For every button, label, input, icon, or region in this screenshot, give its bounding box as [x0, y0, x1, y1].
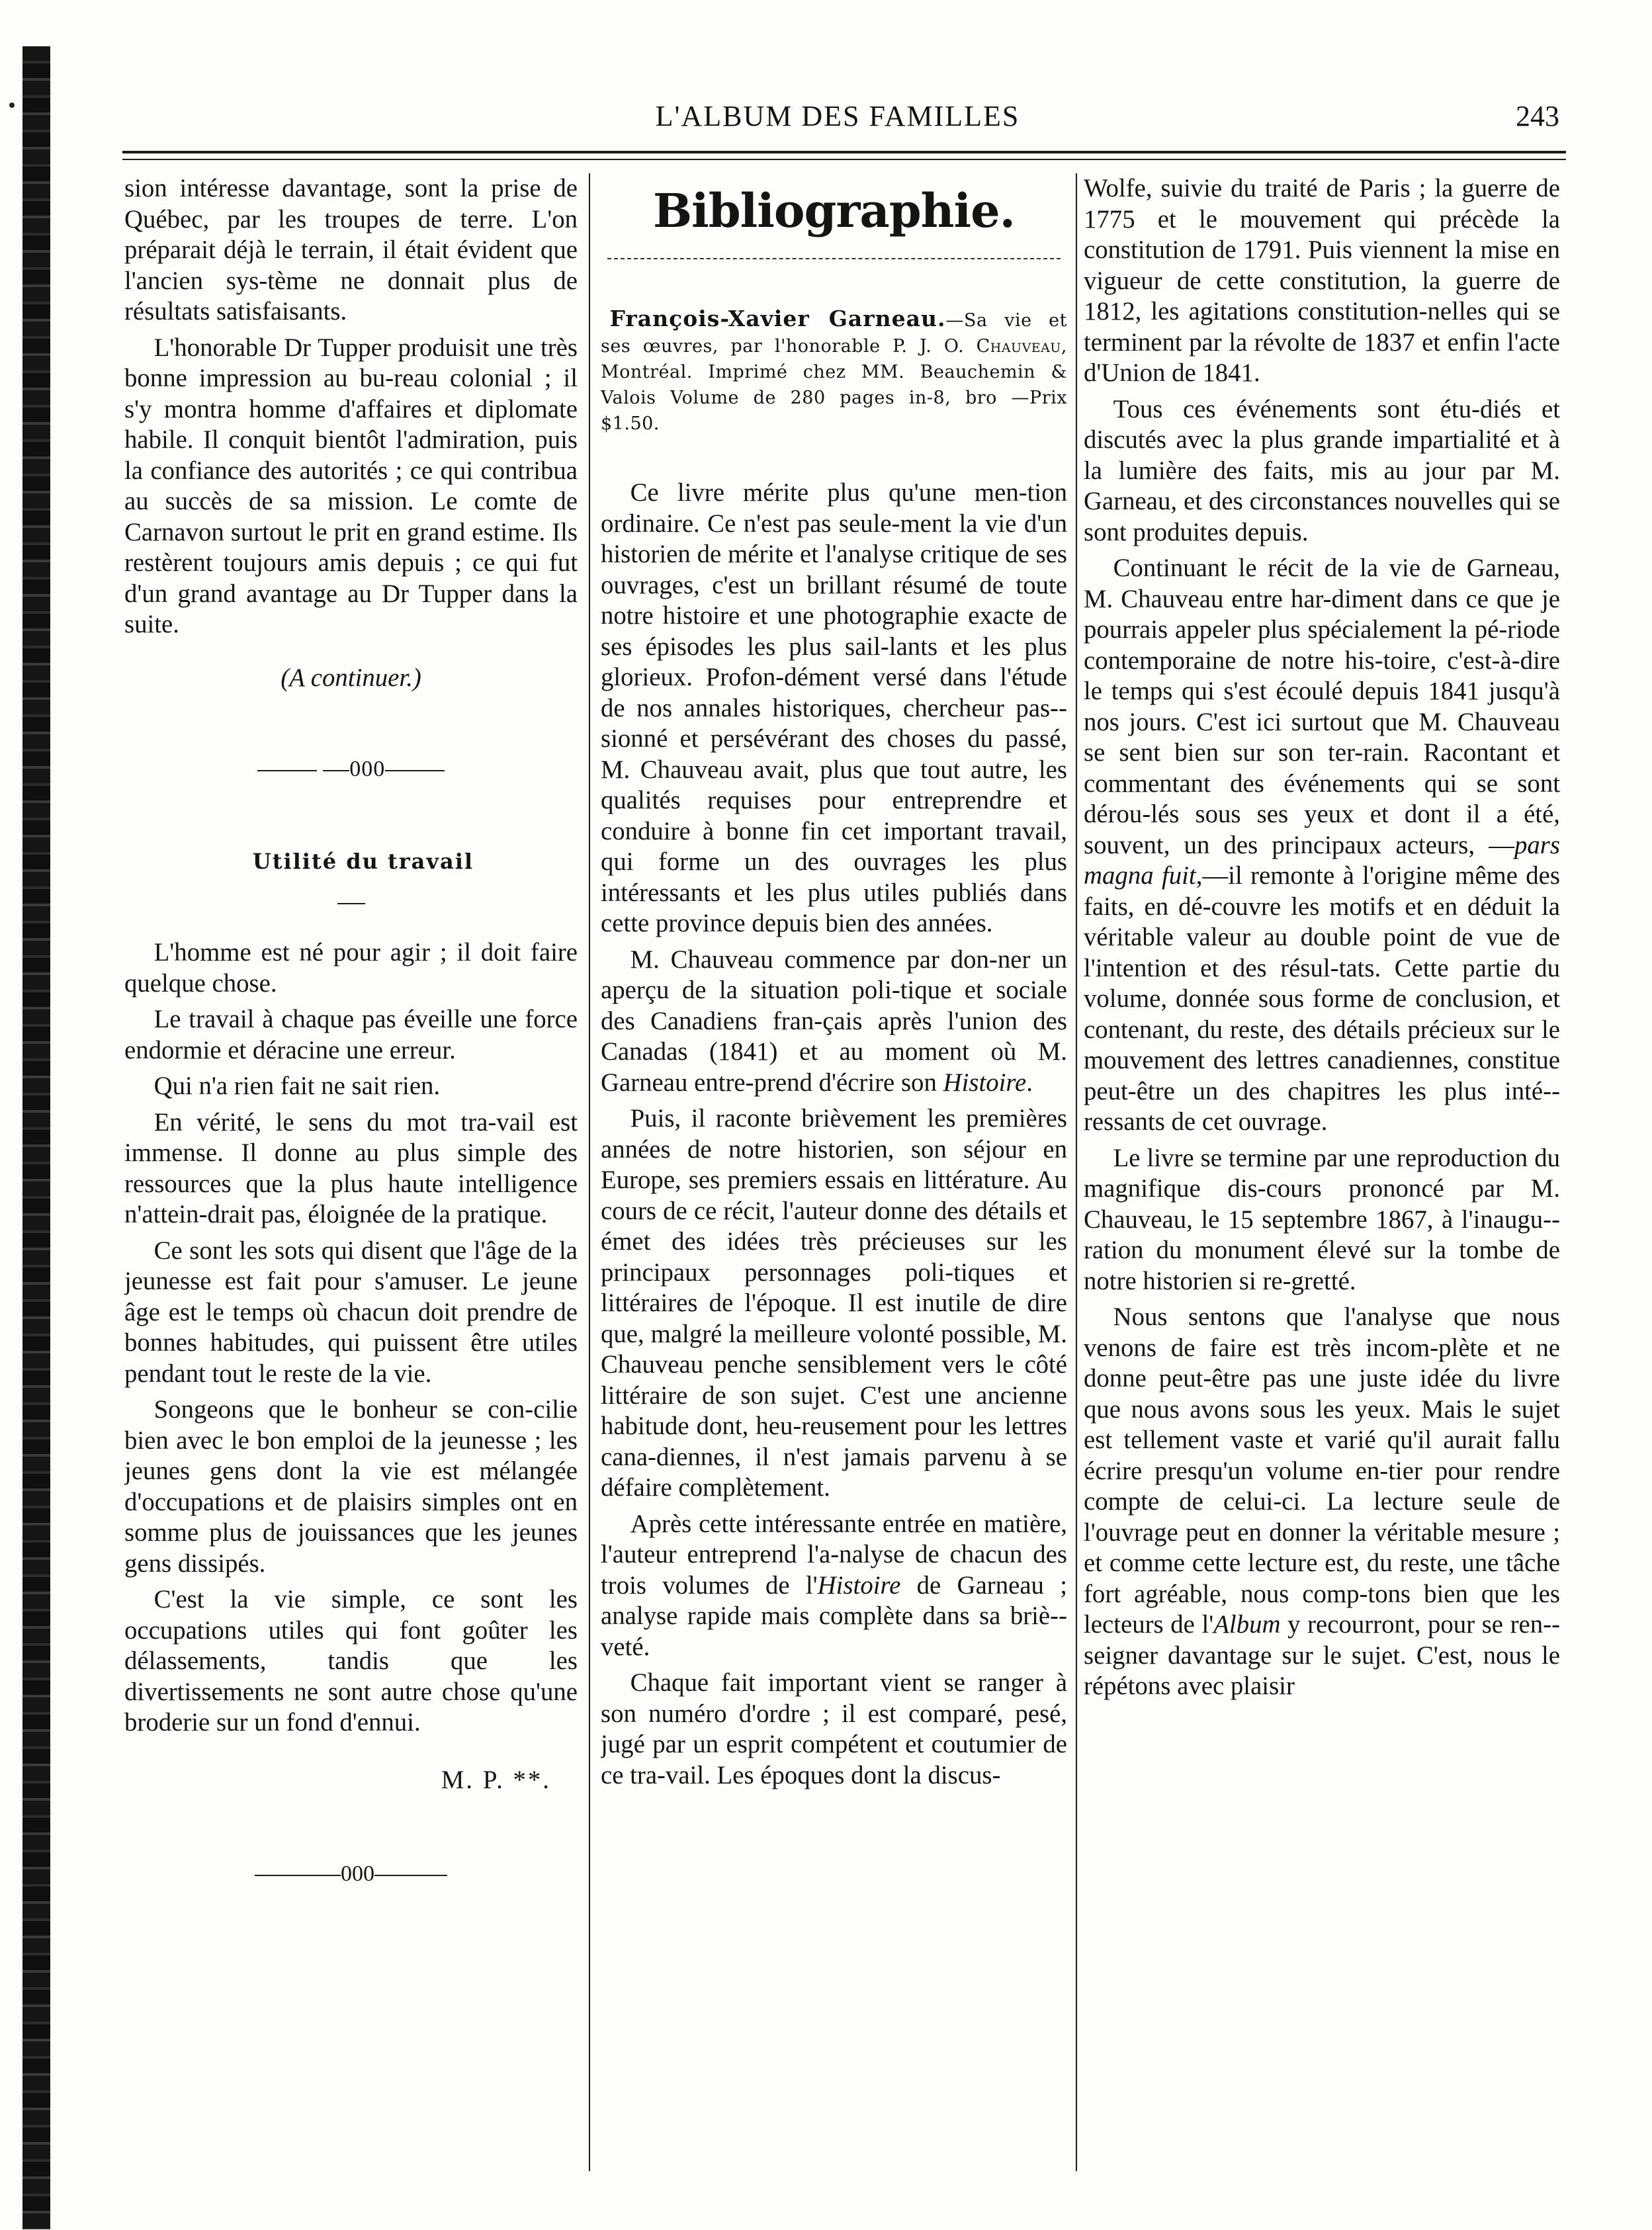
paragraph: Qui n'a rien fait ne sait rien. [153, 1072, 441, 1100]
author-signature: M. P. **. [441, 1765, 551, 1794]
to-be-continued: (A continuer.) [281, 663, 421, 692]
column-right [1084, 173, 1560, 2171]
heading-rule [337, 903, 365, 904]
column-separator [1076, 173, 1077, 2171]
header-rule-thin [122, 159, 1566, 160]
title-rule [607, 258, 1061, 259]
running-title: L'ALBUM DES FAMILLES [655, 100, 1020, 132]
paragraph: Ce sont les sots qui disent que l'âge de la jeunesse est fait pour s'amuser. Le jeune âge est le temps où chacun doit prendre de bonnes habitudes, qui puissent être utiles pendant tout le reste de la vie. [124, 1236, 578, 1388]
column-left [124, 173, 578, 2171]
section-ornament: 000 [124, 754, 578, 785]
book-entry: François-Xavier Garneau.—Sa vie et ses œuvres, par l'honorable P. J. O. Chauveau, Montréal. Imprimé chez MM. Beauchemin & Valois Volume de 280 pages in-8, bro —Prix $1.50. [601, 306, 1067, 434]
paragraph: sion intéresse davantage, sont la prise de Québec, par les troupes de terre. L'on préparait déjà le terrain, il était évident que l'ancien sys-tème ne donnait plus de résultats satisfaisants. [124, 174, 578, 325]
page-number: 243 [1516, 100, 1559, 132]
paragraph: Ce livre mérite plus qu'une men-tion ordinaire. Ce n'est pas seule-ment la vie d'un historien de mérite et l'analyse critique de ses ouvrages, c'est un brillant résumé de toute notre histoire et une photographie exacte de ses épisodes les plus sail-lants et les plus glorieux. Profon-dément versé dans l'étude de nos annales historiques, chercheur pas-sionné et persévérant des choses du passé, M. Chauveau avait, plus que tout autre, les qualités requises pour entreprendre et conduire à bonne fin cet important travail, qui forme un des ouvrages les plus intéressants et les plus utiles publiés dans cette province depuis bien des années. [601, 478, 1067, 937]
book-author: Chauveau [976, 336, 1061, 357]
running-header [116, 99, 1559, 146]
paragraph: M. Chauveau commence par don-ner un aperçu de la situation poli-tique et sociale des Canadiens fran-çais après l'union des Canadas (1841) et au moment où M. Garneau entre-prend d'écrire son Histoire. [601, 945, 1067, 1097]
paragraph: L'honorable Dr Tupper produisit une très bonne impression au bu-reau colonial ; il s'y montra homme d'affaires et diplomate habile. Il conquit bientôt l'admiration, puis la confiance des autorités ; ce qui contribua au succès de sa mission. Le comte de Carnavon surtout le prit en grand estime. Ils restèrent toujours amis depuis ; ce qui fut d'un grand avantage au Dr Tupper dans la suite. [124, 333, 578, 638]
page-binding-edge [22, 46, 50, 2229]
section-title: Bibliographie. [652, 183, 1016, 238]
header-rule-thick [122, 151, 1566, 153]
paragraph: C'est la vie simple, ce sont les occupations utiles qui font goûter les délassements, tandis que les divertissements ne sont autre chose qu'une broderie sur un fond d'ennui. [124, 1585, 578, 1737]
paragraph: Puis, il raconte brièvement les premières années de notre historien, son séjour en Europe, ses premiers essais en littérature. Au cours de ce récit, l'auteur donne des détails et émet des idées très précieuses sur les principaux personnages poli-tiques et littéraires de l'époque. Il est inutile de dire que, malgré la meilleure volonté possible, M. Chauveau penche sensiblement vers le côté littéraire de son sujet. C'est une ancienne habitude dont, heu-reusement pour les lettres cana-diennes, il n'est jamais parvenu à se défaire complètement. [601, 1104, 1067, 1502]
end-ornament: 000 [124, 1859, 578, 1890]
paragraph: Le travail à chaque pas éveille une force endormie et déracine une erreur. [124, 1005, 578, 1064]
paragraph: Nous sentons que l'analyse que nous venons de faire est très incom-plète et ne donne peut-être pas une juste idée du livre que nous avons sous les yeux. Mais le sujet est tellement vaste et varié qu'il aurait fallu écrire presqu'un volume en-tier pour rendre compte de celui-ci. La lecture seule de l'ouvrage peut en donner la véritable mesure ; et comme cette lecture est, du reste, une tâche fort agréable, nous comp-tons bien que les lecteurs de l'Album y recourront, pour se ren-seigner davantage sur le sujet. C'est, nous le répétons avec plaisir [1084, 1303, 1560, 1700]
paragraph: L'homme est né pour agir ; il doit faire quelque chose. [124, 938, 578, 998]
paragraph: Continuant le récit de la vie de Garneau, M. Chauveau entre har-diment dans ce que je pourrais appeler plus spécialement la pé-riode contemporaine de notre his-toire, c'est-à-dire le temps qui s'est écoulé depuis 1841 jusqu'à nos jours. C'est ici surtout que M. Chauveau se sent bien sur son ter-rain. Racontant et commentant des événements qui se sont dérou-lés sous ses yeux et dont il a été, souvent, un des principaux acteurs, —pars magna fuit,—il remonte à l'origine même des faits, en dé-couvre les motifs et en déduit la véritable valeur au double point de vue de l'intention et des résul-tats. Cette partie du volume, donnée sous forme de conclusion, et contenant, du reste, des détails précieux sur le mouvement des lettres canadiennes, constitue peut-être un des chapitres les plus inté-ressants de cet ouvrage. [1084, 554, 1560, 1136]
paragraph: Le livre se termine par une reproduction du magnifique dis-cours prononcé par M. Chauveau, le 15 septembre 1867, à l'inaugu-ration du monument élevé sur la tombe de notre historien si re-gretté. [1084, 1143, 1560, 1295]
article-heading: Utilité du travail [252, 848, 474, 874]
paragraph: En vérité, le sens du mot tra-vail est immense. Il donne au plus simple des ressources que la plus haute intelligence n'attein-drait pas, éloignée de la pratique. [124, 1107, 578, 1228]
column-middle [601, 173, 1067, 2171]
paragraph: Songeons que le bonheur se con-cilie bien avec le bon emploi de la jeunesse ; les jeunes gens dont la vie est mélangée d'occupations et de plaisirs simples ont en somme plus de jouissances que les jeunes gens dissipés. [124, 1395, 578, 1578]
book-title: François-Xavier Garneau. [609, 306, 946, 331]
binding-mark [9, 103, 15, 108]
paragraph: Chaque fait important vient se ranger à son numéro d'ordre ; il est comparé, pesé, jugé par un esprit compétent et coutumier de ce tra-vail. Les époques dont la discus- [601, 1668, 1067, 1789]
paragraph: Wolfe, suivie du traité de Paris ; la guerre de 1775 et le mouvement qui précède la constitution de 1791. Puis viennent la mise en vigueur de cette constitution, la guerre de 1812, les agitations constitution-nelles qui se terminent par la révolte de 1837 et enfin l'acte d'Union de 1841. [1084, 174, 1560, 387]
paragraph: Après cette intéressante entrée en matière, l'auteur entreprend l'a-nalyse de chacun des trois volumes de l'Histoire de Garneau ; analyse rapide mais complète dans sa briè-veté. [601, 1509, 1067, 1661]
column-separator [589, 173, 590, 2171]
paragraph: Tous ces événements sont étu-diés et discutés avec la plus grande impartialité et à la lumière des faits, mis au jour par M. Garneau, et des circonstances nouvelles qui se sont produites depuis. [1084, 394, 1560, 546]
